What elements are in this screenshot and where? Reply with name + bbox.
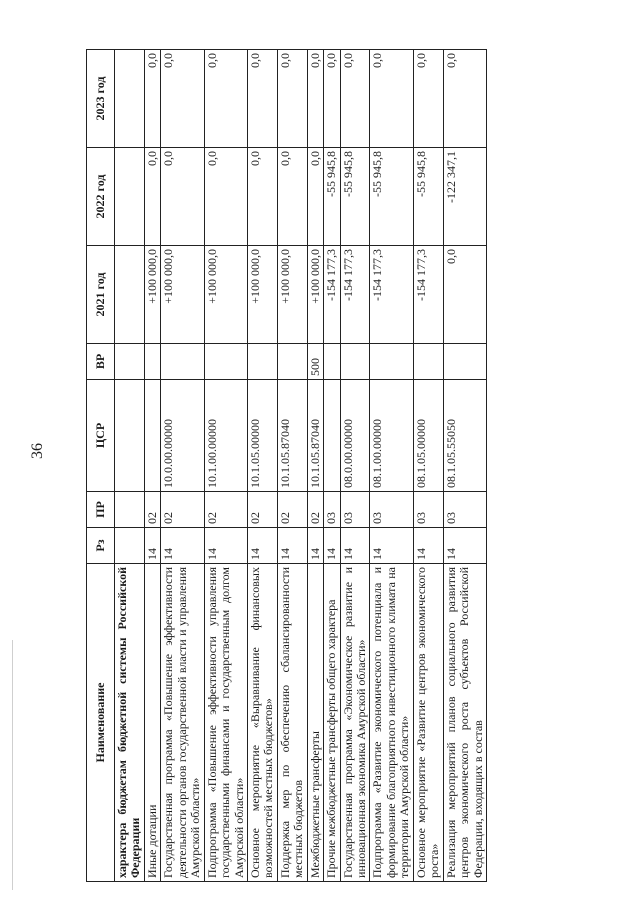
row-pr: 03 — [413, 492, 443, 528]
row-2023: 0,0 — [443, 50, 486, 148]
row-vr — [370, 344, 413, 380]
row-pr: 03 — [443, 492, 486, 528]
row-2022: 0,0 — [307, 148, 323, 246]
table-row — [277, 50, 307, 882]
row-2021: +100 000,0 — [144, 246, 160, 344]
row-2021: -154 177,3 — [340, 246, 370, 344]
row-csr: 08.1.05.55050 — [443, 380, 486, 492]
row-vr — [413, 344, 443, 380]
table-row — [340, 50, 370, 882]
row-2021: +100 000,0 — [277, 246, 307, 344]
row-name: Прочие межбюджетные трансферты общего характера — [324, 564, 340, 882]
row-csr: 10.1.00.00000 — [204, 380, 247, 492]
row-pr: 02 — [161, 492, 204, 528]
row-2023: 0,0 — [307, 50, 323, 148]
row-vr — [443, 344, 486, 380]
row-rz: 14 — [443, 528, 486, 564]
row-2021: -154 177,3 — [324, 246, 340, 344]
row-rz: 14 — [277, 528, 307, 564]
table-row — [324, 50, 340, 882]
row-vr — [204, 344, 247, 380]
table-header-row — [87, 50, 115, 882]
header-vr: ВР — [87, 344, 115, 380]
row-name: Основное мероприятие «Выравнивание финансовых возможностей местных бюджетов» — [247, 564, 277, 882]
row-rz: 14 — [307, 528, 323, 564]
row-csr: 10.1.05.87040 — [277, 380, 307, 492]
row-csr: 10.1.05.00000 — [247, 380, 277, 492]
row-2021: -154 177,3 — [413, 246, 443, 344]
row-2021: +100 000,0 — [204, 246, 247, 344]
row-2023: 0,0 — [413, 50, 443, 148]
header-pr: ПР — [87, 492, 115, 528]
row-rz: 14 — [161, 528, 204, 564]
row-vr — [277, 344, 307, 380]
row-pr: 03 — [324, 492, 340, 528]
row-2022: -55 945,8 — [413, 148, 443, 246]
table-row — [307, 50, 323, 882]
table-row — [161, 50, 204, 882]
row-2023: 0,0 — [144, 50, 160, 148]
row-vr — [161, 344, 204, 380]
row-pr: 02 — [144, 492, 160, 528]
row-vr — [144, 344, 160, 380]
row-2021: +100 000,0 — [307, 246, 323, 344]
row-pr: 02 — [204, 492, 247, 528]
row-csr — [144, 380, 160, 492]
row-rz: 14 — [204, 528, 247, 564]
binding-line — [12, 640, 13, 890]
row-2023 — [115, 50, 145, 148]
row-csr: 10.0.00.00000 — [161, 380, 204, 492]
row-csr: 08.0.00.00000 — [340, 380, 370, 492]
table-row — [204, 50, 247, 882]
row-rz: 14 — [324, 528, 340, 564]
row-rz: 14 — [370, 528, 413, 564]
row-pr: 03 — [340, 492, 370, 528]
row-name: Государственная программа «Повышение эффективности деятельности органов государственной власти и управления Амурской области» — [161, 564, 204, 882]
row-csr: 08.1.05.00000 — [413, 380, 443, 492]
row-csr — [115, 380, 145, 492]
row-2023: 0,0 — [277, 50, 307, 148]
page-number: 36 — [29, 443, 46, 459]
row-name: Поддержка мер по обеспечению сбалансированности местных бюджетов — [277, 564, 307, 882]
table-row — [413, 50, 443, 882]
header-name: Наименование — [87, 564, 115, 882]
row-2022: -122 347,1 — [443, 148, 486, 246]
row-rz: 14 — [340, 528, 370, 564]
row-2021: +100 000,0 — [247, 246, 277, 344]
table-row — [115, 50, 145, 882]
row-csr — [324, 380, 340, 492]
row-2023: 0,0 — [324, 50, 340, 148]
row-name: Государственная программа «Экономическое развитие и инновационная экономика Амурской области» — [340, 564, 370, 882]
row-name: Межбюджетные трансферты — [307, 564, 323, 882]
row-rz — [115, 528, 145, 564]
row-name: Основное мероприятие «Развитие центров экономического роста» — [413, 564, 443, 882]
table-row — [247, 50, 277, 882]
row-rz: 14 — [247, 528, 277, 564]
row-2022: 0,0 — [144, 148, 160, 246]
row-2022 — [115, 148, 145, 246]
row-pr: 02 — [247, 492, 277, 528]
row-vr — [324, 344, 340, 380]
row-2021: -154 177,3 — [370, 246, 413, 344]
table-row — [443, 50, 486, 882]
row-2021: 0,0 — [443, 246, 486, 344]
header-2023: 2023 год — [87, 50, 115, 148]
header-csr: ЦСР — [87, 380, 115, 492]
row-2022: 0,0 — [247, 148, 277, 246]
row-2023: 0,0 — [370, 50, 413, 148]
row-pr — [115, 492, 145, 528]
row-pr: 03 — [370, 492, 413, 528]
table-row — [144, 50, 160, 882]
row-rz: 14 — [413, 528, 443, 564]
row-name: Подпрограмма «Развитие экономического потенциала и формирование благоприятного инвестиционного климата на территории Амурской области» — [370, 564, 413, 882]
row-csr: 10.1.05.87040 — [307, 380, 323, 492]
row-pr: 02 — [307, 492, 323, 528]
table-row — [370, 50, 413, 882]
row-2022: -55 945,8 — [370, 148, 413, 246]
row-2023: 0,0 — [204, 50, 247, 148]
row-2022: 0,0 — [161, 148, 204, 246]
row-2021 — [115, 246, 145, 344]
row-vr: 500 — [307, 344, 323, 380]
row-2022: -55 945,8 — [324, 148, 340, 246]
budget-table — [86, 49, 487, 882]
row-2022: 0,0 — [277, 148, 307, 246]
row-2023: 0,0 — [161, 50, 204, 148]
header-2021: 2021 год — [87, 246, 115, 344]
rotated-page-content — [86, 50, 594, 882]
row-vr — [115, 344, 145, 380]
row-rz: 14 — [144, 528, 160, 564]
row-vr — [247, 344, 277, 380]
header-rz: Рз — [87, 528, 115, 564]
row-2023: 0,0 — [247, 50, 277, 148]
row-name: Подпрограмма «Повышение эффективности управления государственными финансами и государственным долгом Амурской области» — [204, 564, 247, 882]
row-2023: 0,0 — [340, 50, 370, 148]
row-vr — [340, 344, 370, 380]
row-pr: 02 — [277, 492, 307, 528]
row-name: Реализация мероприятий планов социального развития центров экономического роста субъектов Российской Федерации, входящих в состав — [443, 564, 486, 882]
row-2022: 0,0 — [204, 148, 247, 246]
row-name: характера бюджетам бюджетной системы Российской Федерации — [115, 564, 145, 882]
row-csr: 08.1.00.00000 — [370, 380, 413, 492]
row-2021: +100 000,0 — [161, 246, 204, 344]
row-2022: -55 945,8 — [340, 148, 370, 246]
row-name: Иные дотации — [144, 564, 160, 882]
header-2022: 2022 год — [87, 148, 115, 246]
